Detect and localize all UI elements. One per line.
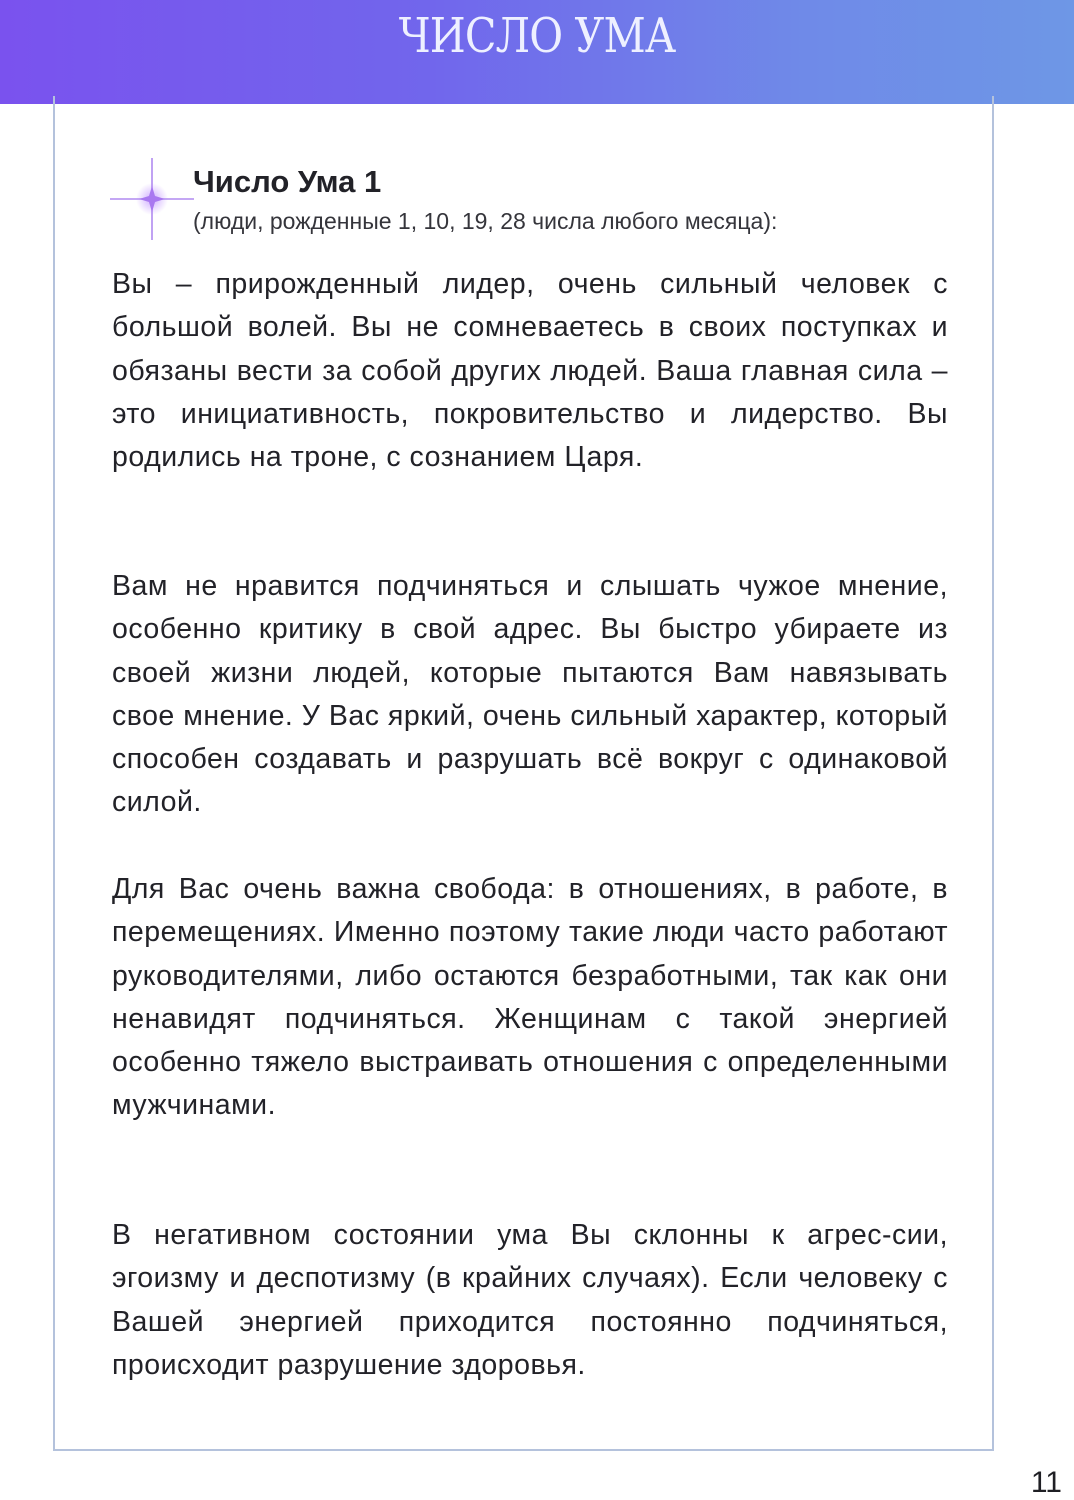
section-subheading: (люди, рожденные 1, 10, 19, 28 числа любого месяца): <box>193 208 778 234</box>
sparkle-icon <box>108 156 196 242</box>
paragraph-4: В негативном состоянии ума Вы склонны к агрес-сии, эгоизму и деспотизму (в крайних случаях). Если человеку с Вашей энергией приходится постоянно подчиняться, происходит разрушение здоровья. <box>112 1219 948 1381</box>
page-header <box>0 0 1074 104</box>
paragraph-2: Вам не нравится подчиняться и слышать чужое мнение, особенно критику в свой адрес. Вы быстро убираете из своей жизни людей, которые пытаются Вам навязывать свое мнение. У Вас яркий, очень сильный характер, который способен создавать и разрушать всё вокруг с одинаковой силой. <box>112 570 948 819</box>
section-heading: Число Ума 1 <box>193 164 382 199</box>
paragraph-3: Для Вас очень важна свобода: в отношениях, в работе, в перемещениях. Именно поэтому такие люди часто работают руководителями, либо остаются безработными, так как они ненавидят подчиняться. Женщинам с такой энергией особенно тяжело выстраивать отношения с определенными мужчинами. <box>112 873 948 1122</box>
paragraph-1: Вы – прирожденный лидер, очень сильный человек с большой волей. Вы не сомневаетесь в своих поступках и обязаны вести за собой других людей. Ваша главная сила – это инициативность, покровительство и лидерство. Вы родились на троне, с сознанием Царя. <box>112 268 948 474</box>
page-title: ЧИСЛО УМА <box>398 8 676 64</box>
page-number: 11 <box>1030 1466 1062 1499</box>
